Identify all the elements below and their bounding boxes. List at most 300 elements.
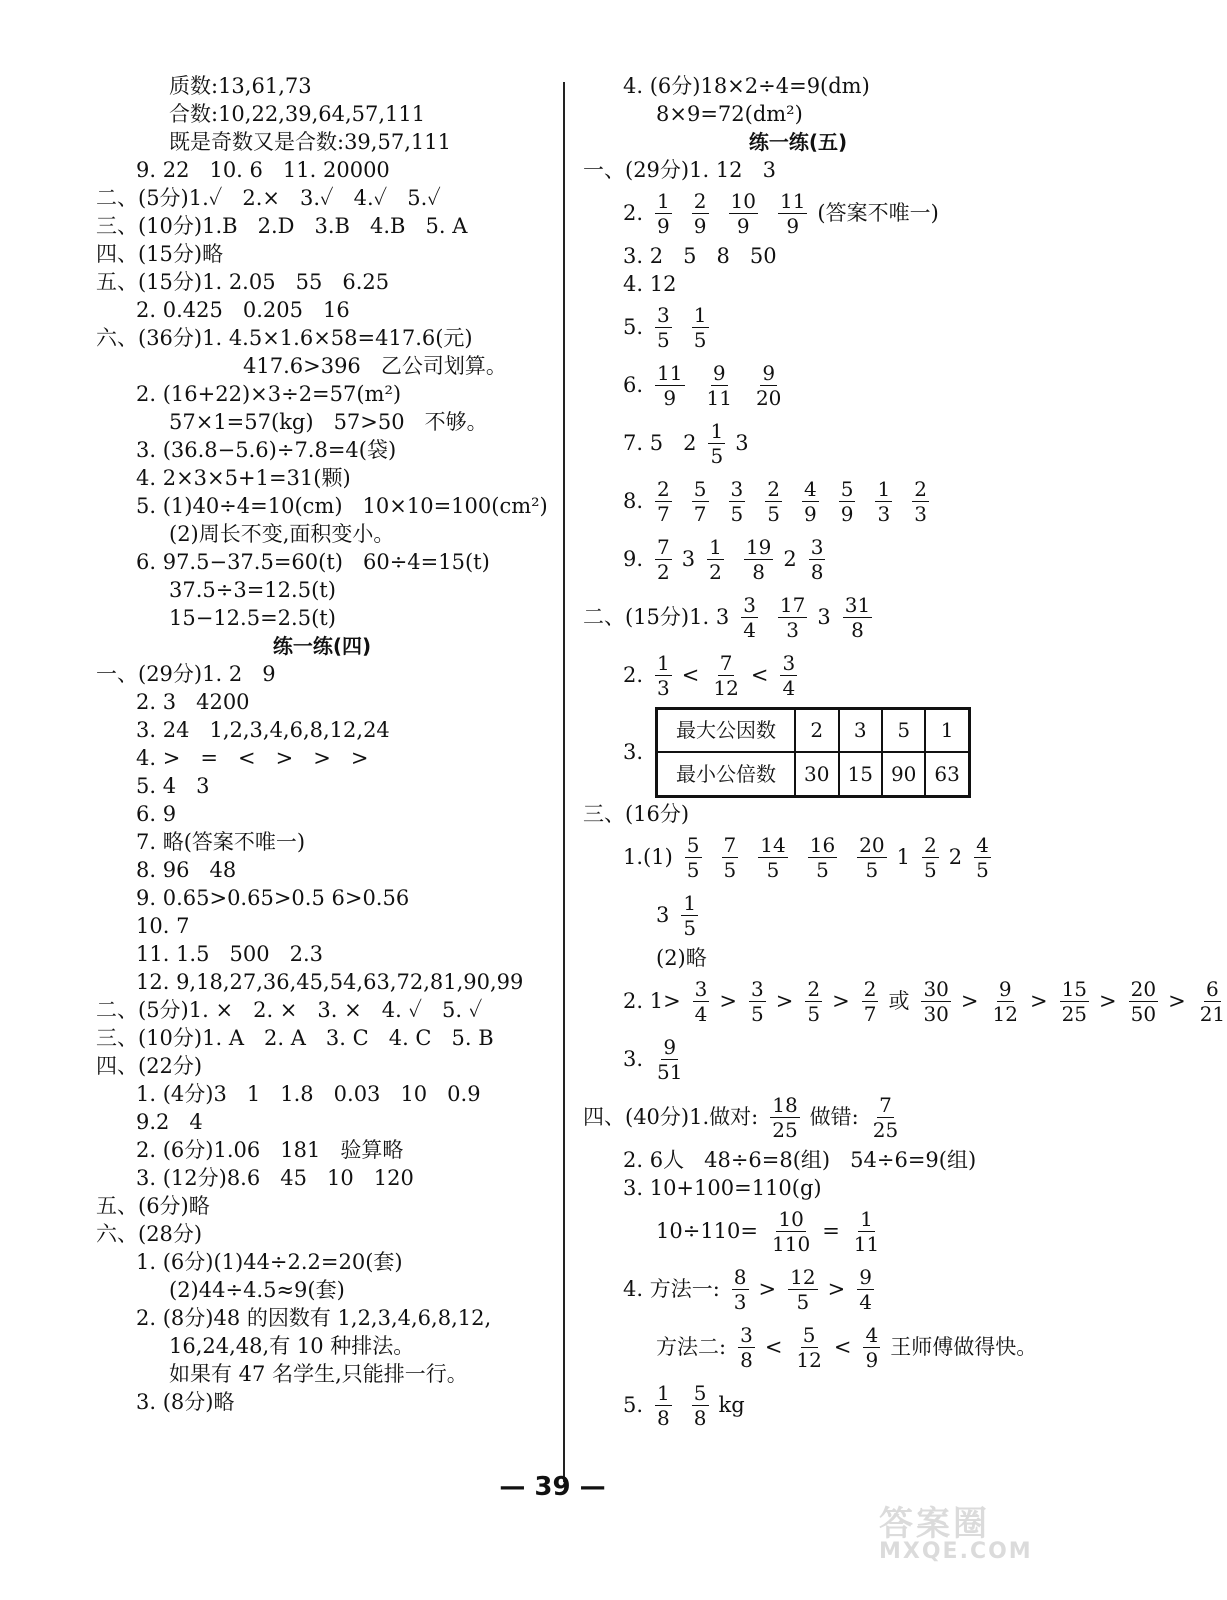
- answer-line: [583, 414, 1013, 472]
- answer-line: [96, 940, 548, 968]
- fraction-denominator: 4: [859, 1289, 872, 1314]
- answer-line: [583, 472, 1013, 530]
- fraction: [912, 477, 929, 526]
- fraction-numerator: 9: [762, 360, 776, 385]
- fraction-numerator: 11: [657, 360, 683, 385]
- fraction: [857, 833, 886, 882]
- fraction-denominator: 8: [657, 1405, 670, 1430]
- fraction: [974, 833, 991, 882]
- fraction-denominator: 4: [782, 675, 796, 700]
- fraction-denominator: 5: [766, 857, 780, 882]
- fraction-denominator: 4: [694, 1001, 708, 1026]
- answer-line: [96, 1136, 548, 1164]
- answer-line: [96, 520, 548, 548]
- table-cell: 1: [925, 708, 969, 752]
- fraction-denominator: 5: [865, 857, 879, 882]
- fraction-numerator: 30: [923, 976, 949, 1001]
- fraction: [655, 189, 672, 238]
- answer-text: 二、(15分)1. 3: [583, 605, 730, 629]
- fraction-numerator: 4: [865, 1322, 879, 1347]
- answer-text: 4. 方法一:: [623, 1277, 720, 1301]
- fraction-denominator: 9: [865, 1347, 879, 1372]
- fraction-denominator: 5: [730, 501, 744, 526]
- fraction-denominator: 5: [924, 857, 937, 882]
- fraction-denominator: 5: [723, 857, 737, 882]
- answer-line: [96, 240, 548, 268]
- fraction-numerator: 31: [844, 592, 871, 617]
- fraction-denominator: 5: [751, 1001, 764, 1026]
- table-cell: 最小公倍数: [657, 752, 796, 796]
- answer-text: 方法二:: [656, 1335, 727, 1359]
- answer-text: 5.: [623, 315, 644, 339]
- answer-text: 或: [888, 989, 910, 1013]
- answer-text: 9.2 4: [136, 1110, 203, 1134]
- answer-text: >: [960, 989, 979, 1013]
- fraction-denominator: 2: [657, 559, 670, 584]
- answer-text: 三、(10分)1. A 2. A 3. C 4. C 5. B: [96, 1026, 494, 1050]
- fraction-denominator: 5: [767, 501, 780, 526]
- fraction-denominator: 3: [914, 501, 927, 526]
- answer-text: 3: [681, 547, 696, 571]
- fraction-numerator: 20: [1130, 976, 1157, 1001]
- answer-line: [96, 268, 548, 296]
- fraction-numerator: 1: [657, 1380, 670, 1405]
- table-cell: 15: [839, 752, 882, 796]
- answer-text: 如果有 47 名学生,只能排一行。: [169, 1362, 468, 1386]
- fraction-denominator: 12: [992, 1001, 1018, 1026]
- answer-line: [96, 1388, 548, 1416]
- answer-line: [96, 436, 548, 464]
- answer-text: 3. 2 5 8 50: [623, 244, 777, 268]
- page-number: — 39 —: [499, 1472, 606, 1502]
- answer-text: 做错:: [809, 1105, 859, 1129]
- fraction-numerator: 1: [710, 418, 724, 443]
- answer-text: 3. (8分)略: [136, 1390, 235, 1414]
- fraction-numerator: 8: [733, 1264, 747, 1289]
- fraction-numerator: 16: [809, 832, 836, 857]
- section-heading: [583, 128, 1013, 156]
- answer-text: kg: [718, 1393, 745, 1417]
- fraction-numerator: 2: [657, 476, 670, 501]
- answer-text: 57×1=57(kg) 57>50 不够。: [169, 410, 488, 434]
- fraction-numerator: 2: [924, 832, 937, 857]
- answer-line: [583, 184, 1013, 242]
- answer-text: 4. > = < > > >: [136, 746, 369, 770]
- answer-text: >: [1168, 989, 1186, 1013]
- fraction: [655, 477, 672, 526]
- answer-text: <: [681, 663, 700, 687]
- fraction-numerator: 7: [723, 832, 737, 857]
- answer-text: 5. 4 3: [136, 774, 210, 798]
- answer-text: 1. (6分)(1)44÷2.2=20(套): [136, 1250, 403, 1274]
- answer-line: [583, 588, 1013, 646]
- fraction-numerator: 5: [840, 476, 854, 501]
- answer-line: [583, 1146, 1013, 1174]
- answer-line: [583, 886, 1013, 944]
- answer-line: [583, 800, 1013, 828]
- fraction-denominator: 3: [877, 501, 891, 526]
- fraction: [788, 1265, 817, 1314]
- answer-line: [583, 704, 1013, 800]
- fraction-denominator: 5: [693, 327, 707, 352]
- answer-line: [96, 324, 548, 352]
- fraction-numerator: 5: [686, 832, 700, 857]
- fraction: [770, 1207, 812, 1256]
- answer-text: 2. 3 4200: [136, 690, 250, 714]
- fraction-numerator: 11: [779, 188, 806, 213]
- answer-line: [583, 828, 1013, 886]
- fraction-numerator: 1: [709, 534, 722, 559]
- fraction-numerator: 7: [879, 1092, 892, 1117]
- answer-text: 7. 略(答案不唯一): [136, 830, 306, 854]
- fraction-denominator: 5: [686, 857, 700, 882]
- answer-line: [96, 716, 548, 744]
- fraction-denominator: 9: [693, 213, 707, 238]
- fraction-numerator: 2: [767, 476, 780, 501]
- fraction-denominator: 5: [683, 915, 697, 940]
- answer-text: <: [833, 1335, 852, 1359]
- answer-line: [583, 72, 1013, 100]
- right-column: [583, 72, 1226, 1434]
- answer-line: [583, 944, 1013, 972]
- fraction-numerator: 2: [914, 476, 927, 501]
- fraction-numerator: 19: [745, 534, 772, 559]
- fraction: [729, 477, 746, 526]
- fraction-numerator: 6: [1206, 976, 1219, 1001]
- answer-line: [96, 464, 548, 492]
- fraction-numerator: 3: [740, 1322, 753, 1347]
- answer-text: >: [775, 989, 794, 1013]
- fraction-denominator: 110: [772, 1231, 811, 1256]
- fraction-denominator: 11: [706, 385, 732, 410]
- fraction: [778, 189, 807, 238]
- fraction-numerator: 20: [859, 832, 885, 857]
- fraction-numerator: 5: [693, 1380, 707, 1405]
- fraction-numerator: 1: [683, 890, 697, 915]
- answer-line: [96, 548, 548, 576]
- fraction: [922, 833, 939, 882]
- answer-text: <: [750, 663, 769, 687]
- fraction-denominator: 3: [786, 617, 800, 642]
- answer-line: [96, 212, 548, 240]
- fraction-denominator: 5: [816, 857, 829, 882]
- fraction: [749, 977, 766, 1026]
- fraction: [758, 833, 787, 882]
- answer-text: 1.(1): [623, 845, 673, 869]
- answer-text: 合数:10,22,39,64,57,111: [169, 102, 426, 126]
- answer-line: [96, 856, 548, 884]
- fraction: [711, 651, 740, 700]
- watermark-title: 答案圈: [879, 1504, 990, 1544]
- answer-text: 3. (12分)8.6 45 10 120: [136, 1166, 414, 1190]
- answer-line: [583, 1202, 1013, 1260]
- answer-line: [96, 1108, 548, 1136]
- fraction-numerator: 1: [657, 650, 670, 675]
- fraction: [794, 1323, 823, 1372]
- answer-line: [583, 1174, 1013, 1202]
- answer-text: 一、(29分)1. 2 9: [96, 662, 276, 686]
- fraction-denominator: 9: [663, 385, 677, 410]
- fraction-numerator: 2: [693, 188, 707, 213]
- fraction-numerator: 3: [751, 976, 764, 1001]
- answer-text: 练一练(五): [748, 130, 848, 154]
- fraction-denominator: 8: [810, 559, 824, 584]
- answer-line: [583, 972, 1226, 1030]
- answer-line: [583, 1030, 1013, 1088]
- fraction-denominator: 7: [863, 1001, 877, 1026]
- section-heading: [96, 632, 548, 660]
- watermark-logo: [879, 1504, 1079, 1582]
- answer-text: 既是奇数又是合数:39,57,111: [169, 130, 451, 154]
- fraction-denominator: 11: [853, 1231, 880, 1256]
- answer-text: 四、(15分)略: [96, 242, 224, 266]
- answer-line: [583, 100, 1013, 128]
- fraction-denominator: 51: [657, 1059, 683, 1084]
- answer-text: 五、(15分)1. 2.05 55 6.25: [96, 270, 390, 294]
- fraction-numerator: 14: [760, 832, 786, 857]
- answer-line: [96, 100, 548, 128]
- answer-text: 四、(40分)1.做对:: [583, 1105, 759, 1129]
- answer-text: >: [827, 1277, 846, 1301]
- answer-text: 2: [948, 845, 963, 869]
- answer-text: >: [1099, 989, 1117, 1013]
- fraction-denominator: 9: [786, 213, 800, 238]
- fraction: [655, 535, 672, 584]
- answer-text: 3. 24 1,2,3,4,6,8,12,24: [136, 718, 390, 742]
- answer-text: 质数:13,61,73: [169, 74, 312, 98]
- answer-line: [583, 530, 1013, 588]
- fraction-numerator: 1: [657, 188, 670, 213]
- answer-line: [583, 356, 1013, 414]
- answer-text: 3: [817, 605, 831, 629]
- answer-text: 2. (16+22)×3÷2=57(m²): [136, 382, 402, 406]
- answer-text: 3. (36.8−5.6)÷7.8=4(袋): [136, 438, 397, 462]
- answer-text: 3: [735, 431, 749, 455]
- fraction-numerator: 1: [693, 302, 707, 327]
- fraction: [809, 535, 826, 584]
- answer-text: 9. 0.65>0.65>0.5 6>0.56: [136, 886, 410, 910]
- fraction-numerator: 3: [743, 592, 756, 617]
- answer-line: [96, 408, 548, 436]
- fraction-numerator: 9: [663, 1034, 677, 1059]
- fraction-numerator: 9: [712, 360, 726, 385]
- answer-line: [96, 1220, 548, 1248]
- fraction-denominator: 12: [796, 1347, 822, 1372]
- answer-line: [583, 1376, 1013, 1434]
- answer-line: [96, 1024, 548, 1052]
- fraction: [707, 535, 724, 584]
- answer-line: [583, 156, 1013, 184]
- fraction-denominator: 3: [733, 1289, 747, 1314]
- answer-line: [96, 352, 548, 380]
- answer-line: [96, 660, 548, 688]
- fraction: [863, 1323, 880, 1372]
- fraction-numerator: 17: [779, 592, 806, 617]
- fraction: [862, 977, 879, 1026]
- fraction-numerator: 5: [693, 476, 707, 501]
- answer-text: 2.: [623, 201, 644, 225]
- answer-text: 2. (8分)48 的因数有 1,2,3,4,6,8,12,: [136, 1306, 492, 1330]
- fraction: [843, 593, 872, 642]
- fraction: [839, 477, 856, 526]
- fraction-numerator: 4: [976, 832, 989, 857]
- fraction-denominator: 12: [713, 675, 739, 700]
- fraction-denominator: 21: [1199, 1001, 1226, 1026]
- fraction: [875, 477, 892, 526]
- answer-text: 4. (6分)18×2÷4=9(dm): [623, 74, 870, 98]
- answer-line: [583, 1260, 1013, 1318]
- answer-text: 37.5÷3=12.5(t): [169, 578, 336, 602]
- fraction-denominator: 3: [657, 675, 670, 700]
- answer-text: 2: [783, 547, 797, 571]
- answer-text: 四、(22分): [96, 1054, 203, 1078]
- answer-text: 11. 1.5 500 2.3: [136, 942, 324, 966]
- answer-text: >: [832, 989, 850, 1013]
- fraction-denominator: 5: [976, 857, 989, 882]
- fraction-denominator: 30: [923, 1001, 949, 1026]
- answer-line: [96, 156, 548, 184]
- answer-line: [96, 828, 548, 856]
- fraction-numerator: 10: [730, 188, 756, 213]
- answer-line: [96, 1192, 548, 1220]
- answer-line: [96, 884, 548, 912]
- fraction: [778, 593, 807, 642]
- answer-text: 7. 5 2: [623, 431, 697, 455]
- table-cell: 最大公因数: [657, 708, 796, 752]
- answer-text: 1. (4分)3 1 1.8 0.03 10 0.9: [136, 1082, 481, 1106]
- answer-line: [96, 996, 548, 1024]
- fraction: [738, 1323, 755, 1372]
- fraction: [655, 651, 672, 700]
- answer-text: 六、(36分)1. 4.5×1.6×58=417.6(元): [96, 326, 473, 350]
- answer-line: [96, 912, 548, 940]
- fraction-denominator: 2: [709, 559, 722, 584]
- fraction: [692, 1381, 709, 1430]
- answer-text: 三、(16分): [583, 802, 690, 826]
- table-cell: 2: [795, 708, 838, 752]
- answer-line: [96, 1332, 548, 1360]
- answer-text: 五、(6分)略: [96, 1194, 210, 1218]
- fraction: [729, 189, 758, 238]
- fraction-numerator: 12: [790, 1264, 816, 1289]
- answer-text: 2. 6人 48÷6=8(组) 54÷6=9(组): [623, 1148, 977, 1172]
- fraction: [754, 361, 783, 410]
- answer-text: (2)44÷4.5≈9(套): [169, 1278, 345, 1302]
- fraction-numerator: 3: [730, 476, 744, 501]
- answer-line: [96, 800, 548, 828]
- fraction-numerator: 1: [860, 1206, 873, 1231]
- fraction-numerator: 7: [719, 650, 733, 675]
- answer-text: 6. 97.5−37.5=60(t) 60÷4=15(t): [136, 550, 490, 574]
- answer-text: 8. 96 48: [136, 858, 237, 882]
- column-divider: [563, 82, 565, 1482]
- fraction-numerator: 2: [807, 976, 821, 1001]
- answer-line: [96, 1360, 548, 1388]
- answer-line: [96, 744, 548, 772]
- fraction: [722, 833, 739, 882]
- answer-text: (2)略: [656, 946, 707, 970]
- fraction-numerator: 10: [778, 1206, 804, 1231]
- table-row: [657, 752, 970, 796]
- table-cell: 90: [882, 752, 925, 796]
- fraction: [805, 977, 822, 1026]
- fraction-numerator: 15: [1061, 976, 1088, 1001]
- fraction: [655, 1035, 684, 1084]
- fraction: [1198, 977, 1227, 1026]
- answer-text: 3.: [623, 740, 644, 764]
- answer-text: 12. 9,18,27,36,45,54,63,72,81,90,99: [136, 970, 524, 994]
- answer-text: 8×9=72(dm²): [656, 102, 803, 126]
- answer-text: 8.: [623, 489, 644, 513]
- answer-text: 4. 2×3×5+1=31(颗): [136, 466, 351, 490]
- answer-text: (答案不唯一): [817, 201, 939, 225]
- answer-line: [583, 646, 1013, 704]
- answer-text: 10. 7: [136, 914, 190, 938]
- answer-text: 3: [656, 903, 670, 927]
- fraction-denominator: 5: [807, 1001, 821, 1026]
- answer-line: [583, 270, 1013, 298]
- answer-text: 10÷110=: [656, 1219, 758, 1243]
- answer-text: (2)周长不变,面积变小。: [169, 522, 395, 546]
- answer-text: 9. 22 10. 6 11. 20000: [136, 158, 390, 182]
- fraction-numerator: 18: [772, 1092, 798, 1117]
- fraction-numerator: 9: [859, 1264, 872, 1289]
- fraction-denominator: 9: [657, 213, 670, 238]
- fraction-denominator: 50: [1130, 1001, 1157, 1026]
- fraction: [744, 535, 773, 584]
- fraction: [1129, 977, 1158, 1026]
- fraction-numerator: 1: [877, 476, 891, 501]
- fraction-denominator: 25: [772, 1117, 798, 1142]
- fraction: [655, 1381, 672, 1430]
- answer-text: 9.: [623, 547, 644, 571]
- fraction-numerator: 3: [782, 650, 796, 675]
- fraction-numerator: 3: [694, 976, 708, 1001]
- answer-text: >: [719, 989, 738, 1013]
- answer-line: [583, 1318, 1038, 1376]
- answer-line: [96, 1080, 548, 1108]
- fraction-numerator: 3: [810, 534, 824, 559]
- watermark-url: MXQE.COM: [879, 1539, 1033, 1564]
- answer-line: [583, 1088, 1013, 1146]
- answer-text: >: [758, 1277, 777, 1301]
- answer-line: [96, 1052, 548, 1080]
- fraction-denominator: 25: [872, 1117, 899, 1142]
- answer-text: 6.: [623, 373, 644, 397]
- fraction: [871, 1093, 900, 1142]
- answer-line: [96, 604, 548, 632]
- answer-text: 6. 9: [136, 802, 177, 826]
- fraction: [655, 303, 672, 352]
- fraction-numerator: 2: [863, 976, 877, 1001]
- answer-text: =: [822, 1219, 840, 1243]
- fraction-denominator: 9: [803, 501, 817, 526]
- answer-line: [96, 1164, 548, 1192]
- fraction: [681, 891, 698, 940]
- fraction: [808, 833, 837, 882]
- fraction: [692, 477, 709, 526]
- answer-text: 六、(28分): [96, 1222, 203, 1246]
- fraction: [921, 977, 950, 1026]
- fraction-denominator: 8: [740, 1347, 753, 1372]
- answer-text: 练一练(四): [272, 634, 372, 658]
- fraction: [705, 361, 734, 410]
- fraction-denominator: 8: [693, 1405, 707, 1430]
- answer-text: 王师傅做得快。: [890, 1335, 1038, 1359]
- fraction: [852, 1207, 881, 1256]
- answer-text: >: [1029, 989, 1048, 1013]
- table-cell: 63: [925, 752, 969, 796]
